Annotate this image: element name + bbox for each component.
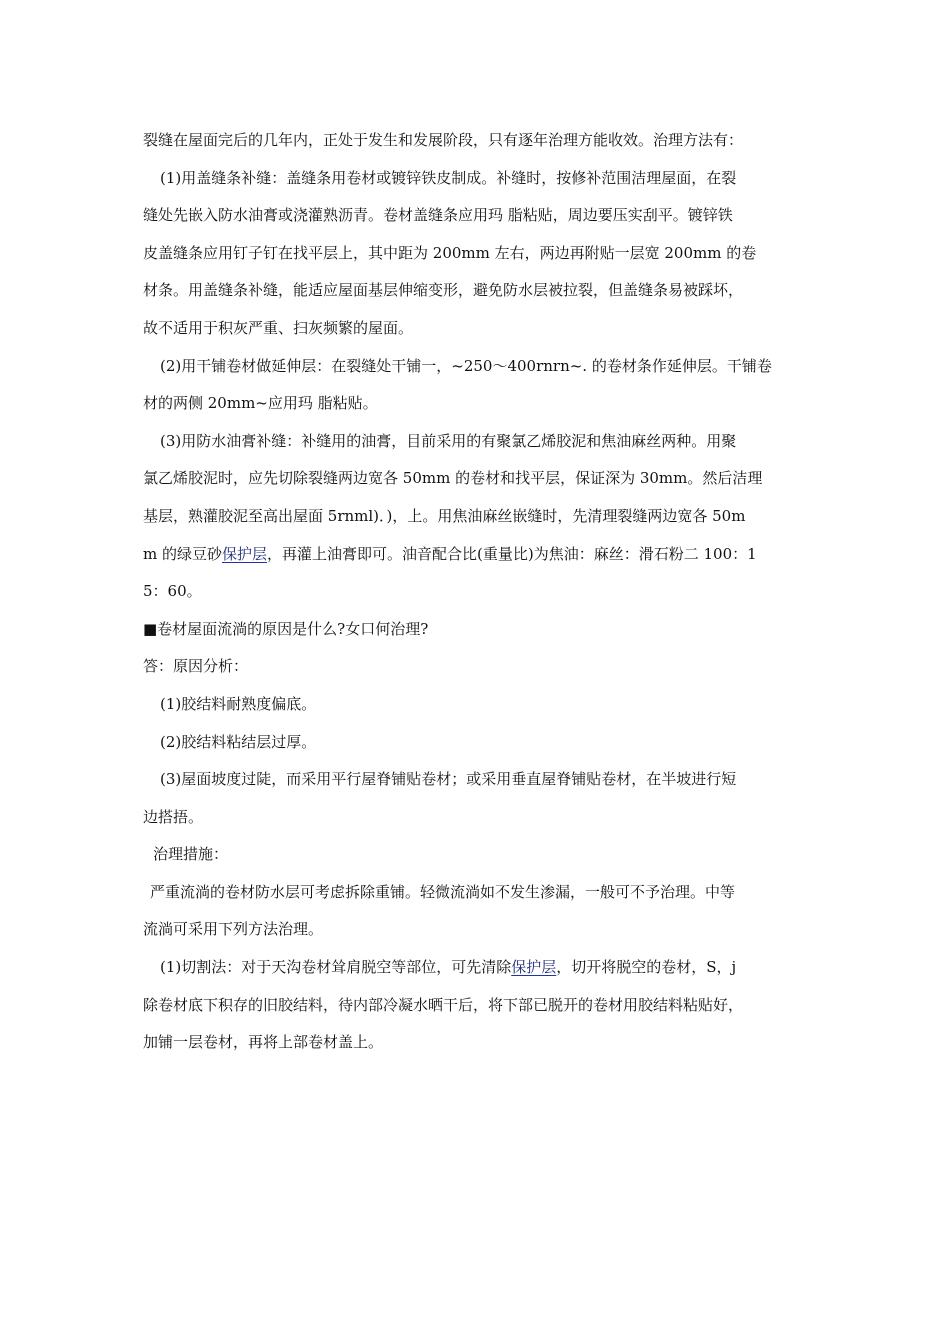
paragraph-cutting-method [143,949,808,1062]
text-line: 流淌可采用下列方法治理。 [143,920,324,939]
text-line: 5：60。 [143,582,202,601]
cause-list [143,686,808,836]
text-line: 基层，熟灌胶泥至高出屋面 5rnml)．)，上。用焦油麻丝嵌缝时，先清理裂缝两边宽各 50m [143,506,746,525]
document-body [143,122,808,1062]
paragraph-method-3 [143,423,808,611]
text-line: 严重流淌的卷材防水层可考虑拆除重铺。轻微流淌如不发生渗漏，一般可不予治理。中等 [150,882,736,901]
section-label: 治理措施： [153,845,229,864]
paragraph-method-1 [143,160,808,348]
protective-layer-link[interactable]: 保护层 [222,544,268,563]
list-item: (1)胶结料耐熟度偏底。 [160,694,317,713]
list-item: (2)胶结料粘结层过厚。 [160,732,317,751]
text-line: (2)用干铺卷材做延伸层：在裂缝处干铺一，~250～400rnrn~. 的卷材条作延伸层。干铺卷 [160,356,772,375]
text-segment: (1)切割法：对于天沟卷材耸肩脱空等部位，可先清除 [160,958,512,977]
paragraph-treatment [143,874,808,949]
text-line: 缝处先嵌入防水油膏或浇灌熟沥青。卷材盖缝条应用玛 脂粘贴，周边要压实刮平。镀锌铁 [143,206,733,225]
text-line: (1)用盖缝条补缝：盖缝条用卷材或镀锌铁皮制成。补缝时，按修补范围洁理屋面，在裂 [160,168,737,187]
text-line: 皮盖缝条应用钉子钉在找平层上，其中距为 200mm 左右，两边再附贴一层宽 200mm 的卷 [143,243,757,262]
protective-layer-link[interactable]: 保护层 [511,958,557,977]
text-segment: ，再灌上油膏即可。油音配合比(重量比)为焦油：麻丝：滑石粉二 100：1 [267,544,757,563]
text-line [143,536,808,574]
paragraph-method-2 [143,348,808,423]
text-line: (3)用防水油膏补缝：补缝用的油膏，目前采用的有聚氯乙烯胶泥和焦油麻丝两种。用聚 [160,431,737,450]
text-line: 氯乙烯胶泥时，应先切除裂缝两边宽各 50mm 的卷材和找平层，保证深为 30mm。然后洁理 [143,469,763,488]
text-segment: m 的绿豆砂 [143,544,222,563]
answer-intro [143,648,808,686]
question-title: ■卷材屋面流淌的原因是什么?女口何治理? [143,619,429,638]
paragraph-crack-intro [143,122,808,160]
text-line: 材条。用盖缝条补缝，能适应屋面基层伸缩变形，避免防水层被拉裂，但盖缝条易被踩坏， [143,281,744,300]
text-line: 裂缝在屋面完后的几年内，正处于发生和发展阶段，只有逐年治理方能收效。治理方法有： [143,131,744,149]
text-line [143,949,808,987]
text-line: 边搭捂。 [143,807,204,826]
treatment-heading [143,836,808,874]
text-line: 除卷材底下积存的旧胶结料，待内部冷凝水晒干后，将下部已脱开的卷材用胶结料粘贴好， [143,995,744,1014]
text-line: 故不适用于积灰严重、扫灰频繁的屋面。 [143,318,414,337]
list-item: (3)屋面坡度过陡，而采用平行屋脊铺贴卷材；或采用垂直屋脊铺贴卷材，在半坡进行短 [160,770,737,789]
question-heading [143,611,808,649]
text-line: 答：原因分析： [143,657,249,676]
text-segment: ，切开将脱空的卷材，S，j [556,958,737,977]
text-line: 材的两侧 20mm~应用玛 脂粘贴。 [143,394,378,413]
text-line: 加铺一层卷材，再将上部卷材盖上。 [143,1033,384,1052]
